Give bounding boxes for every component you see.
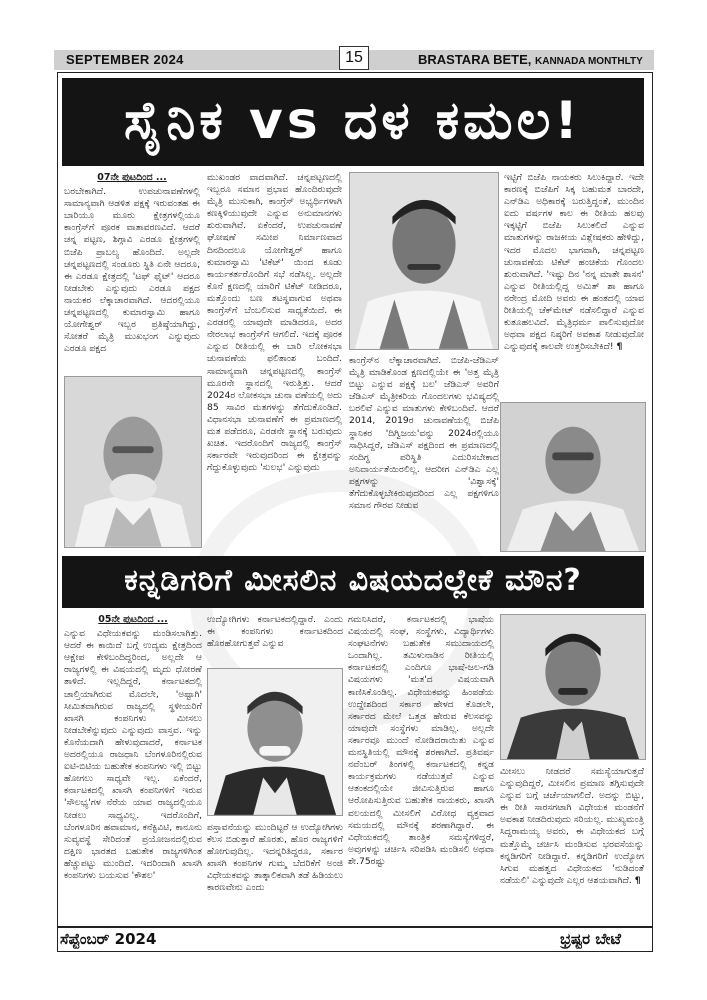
publication-subtitle: KANNADA MONTHLTY	[535, 56, 643, 67]
article2-column-2-top	[207, 614, 343, 666]
article2-column-3	[348, 614, 494, 922]
publication-title: BRASTARA BETE,	[418, 52, 532, 67]
photo-politician-1	[64, 376, 202, 548]
headline-article-1: ಸೈನಿಕ vs ದಳ ಕಮಲ!	[62, 78, 644, 166]
article1-col4-text	[504, 172, 644, 353]
publication-name	[418, 52, 643, 67]
portrait-image	[350, 173, 498, 349]
portrait-image	[501, 615, 645, 759]
article1-col3-text: ಕಾಂಗ್ರೆಸ್‌ನ ಲೆಕ್ಕಾಚಾರವಾಗಿದೆ. ಬಿಜೆಪಿ-ಜೆಡಿಎಸ್ ಮೈತ್ರಿ ಮಾಡಿಕೊಂಡ ಕ್ಷಣದಲ್ಲಿಯೇ ಈ 'ಅತ್ತ ಮೈತ್ರಿ ಬಿಟ್ಟು ಎನ್ನುವ ಪಕ್ಷಕ್ಕೆ ಬಲ' ಜೆಡಿಎಸ್ ಅವರಿಗೆ ಜೆಡಿಎಸ್ ಮೈತ್ರೀಕರಿಯ ಗೊಂದಲಗಳು ಭವಿಷ್ಯದಲ್ಲಿ ಬರಲಿವೆ ಎನ್ನುವ ಮಾತುಗಳು ಕೇಳಿಬಂದಿವೆ. ಆದರೆ 2014, 2019ರ ಚುನಾವಣೆಯಲ್ಲಿ ಬಿಜೆಪಿ ಸ್ಥಾನಿಕರ 'ದಿಗ್ವಿಜಯ'ವನ್ನು 2024ರಲ್ಲಿಯೂ ಸಾಧಿಸಿದ್ದರೆ, ಜೆಡಿಎಸ್ ಪಕ್ಷದಿಂದ ಈ ಪ್ರಮಾಣದಲ್ಲಿ ಸಂದಿಗ್ಧ ಪರಿಸ್ಥಿತಿ ಎದುರಿಸಬೇಕಾದ ಅನಿವಾರ್ಯತೆಯಿರಲಿಲ್ಲ. ಆದರೀಗ ಎನ್‌ಡಿಎ ಎಲ್ಲ ಪಕ್ಷಗಳನ್ನು 'ವಿಶ್ವಾಸಕ್ಕೆ' ತೆಗೆದುಕೊಳ್ಳಬೇಕಿರುವುದರಿಂದ ಎಲ್ಲ ಪಕ್ಷಗಳಿಗೂ ಸಮಾನ ಗೌರವ ನೀಡುವ	[349, 355, 499, 512]
photo-politician-5	[500, 614, 646, 760]
footer-rule	[57, 926, 653, 928]
article1-col4-body: ಇಟ್ಟಿಗೆ ಬಿಜೆಪಿ ನಾಯಕರು ಸಿಲುಕಿದ್ದಾರೆ. ಇದೇ ಕಾರಣಕ್ಕೆ ಬಿಜೆಪಿಗೆ ಸಿಕ್ಕ ಬಹುಮತ ಬಾರದೇ, ಎನ್‌ಡಿಎ ಅಧಿಕಾರಕ್ಕೆ ಬರುತ್ತಿದ್ದಂತೆ, ಮುಂದಿನ ಐದು ವರ್ಷಗಳ ಕಾಲ ಈ ರೀತಿಯ ಹಲವು ಇಕ್ಕಟ್ಟಿಗೆ ಬಿಜೆಪಿ ಸಿಲುಕಲಿದೆ ಎನ್ನುವ ಮಾತುಗಳನ್ನು ರಾಜಕೀಯ ವಿಶ್ಲೇಷಕರು ಹೇಳಿದ್ದು, ಇದರ ಮೊದಲ ಭಾಗವಾಗಿ, ಚನ್ನಪಟ್ಟಣ ಚುನಾವಣೆಯ ಟಿಕೆಟ್ ಹಂಚಿಕೆಯ ಗೊಂದಲ ಶುರುವಾಗಿದೆ. 'ಇಷ್ಟು ದಿನ 'ನನ್ನ ಮಾತೇ ಶಾಸನ' ಎನ್ನುವ ರೀತಿಯಲ್ಲಿದ್ದ ಅಮಿತ್ ಶಾ ಹಾಗೂ ನರೇಂದ್ರ ಮೋದಿ ಅವರು ಈ ಹಂತದಲ್ಲಿ ಯಾವ ರೀತಿಯಲ್ಲಿ ಚೆಕ್‌ಮೇಟ್ ನಡೆಸಲಿದ್ದಾರೆ ಎನ್ನುವ ಕುತೂಹಲವಿದೆ. ಮೈತ್ರಿಧರ್ಮ ಪಾಲಿಸುವುದೋ ಅಥವಾ ಪಕ್ಷದ ನಿಷ್ಠರಿಗೆ ಅವಕಾಶ ನೀಡುವುದೋ ಎನ್ನುವುದಕ್ಕೆ ಕಾಲವೇ ಉತ್ತರಿಸಬೇಕಿದೆ!	[504, 172, 644, 353]
continued-marker: 05ನೇ ಪುಟದಿಂದ ...	[98, 614, 168, 625]
article2-column-1	[64, 614, 202, 920]
photo-politician-4	[207, 668, 343, 816]
article1-column-1	[64, 172, 200, 370]
article1-col2-text: ಮುಖಂಡರ ವಾದವಾಗಿದೆ. ಚನ್ನಪಟ್ಟಣದಲ್ಲಿ ಇಬ್ಬರೂ ಸಮಾನ ಪ್ರಭಾವ ಹೊಂದಿರುವುದೇ ಮೈತ್ರಿ ಮುಸುಕಾಗಿ, ಕಾಂಗ್ರೆಸ್ ಅಭ್ಯರ್ಥಿಗಳಾಗಿ ಕಣಕ್ಕಿಳಿಯುವುದೇ ಎನ್ನುವ ಅನುಮಾನಗಳು ಶುರುವಾಗಿವೆ. ಏಕೆಂದರೆ, ಉಪಚುನಾವಣೆ ಘೋಷಣೆ ಸಮೀಪ ನಿರ್ಮಾಣವಾದ ದಿನದಿಂದಲೂ ಯೋಗೇಶ್ವರ್ ಹಾಗೂ ಕುಮಾರಸ್ವಾಮಿ 'ಟಿಕೆಟ್' ಯಿಂದ ಕೂಡು ಕಾರ್ಯಕರ್ತರೊಂದಿಗೆ ಸಭೆ ನಡೆಸಿಲ್ಲ. ಅಲ್ಲದೇ ಕೊನೆ ಕ್ಷಣದಲ್ಲಿ ಯಾರಿಗೆ ಟಿಕೆಟ್ ನೀಡಿದರೂ, ಮತ್ತೊಂದು ಬಣ ತಟಸ್ಥವಾಗುವ ಅಥವಾ ಕಾಂಗ್ರೆಸ್‌ಗೆ ಬೆಂಬಲಿಸುವ ಸಾಧ್ಯತೆಯಿದೆ. ಈ ಎರಡರಲ್ಲಿ ಯಾವುದೇ ಮಾಡಿದರೂ, ಅದರ ನೇರಲಾಭ ಕಾಂಗ್ರೆಸ್‌ಗೆ ಆಗಲಿದೆ. ಇದಕ್ಕೆ ಪೂರಕ ಎನ್ನುವ ರೀತಿಯಲ್ಲಿ ಈ ಬಾರಿ ಲೋಕಸಭಾ ಚುನಾವಣೆಯ ಫಲಿತಾಂಶ ಬಂದಿದೆ. ಸಾಮಾನ್ಯವಾಗಿ ಚನ್ನಪಟ್ಟಣದಲ್ಲಿ ಕಾಂಗ್ರೆಸ್ ಮೂರನೇ ಸ್ಥಾನದಲ್ಲಿ ಇರುತ್ತಿತ್ತು. ಆದರೆ 2024ರ ಲೋಕಸಭಾ ಚುನಾ ವಣೆಯಲ್ಲಿ ಅದು 85 ಸಾವಿರ ಮತಗಳನ್ನು ತೆಗೆದುಕೊಂಡಿದೆ. ವಿಧಾನಸಭಾ ಚುನಾವಣೆಗೆ ಈ ಪ್ರಮಾಣದಲ್ಲಿ ಮತ ಪಡೆದರೂ, ಎರಡನೇ ಸ್ಥಾನಕ್ಕೆ ಬರುವುದು ಖಚಿತ. ಇದರೊಂದಿಗೆ ರಾಜ್ಯದಲ್ಲಿ ಕಾಂಗ್ರೆಸ್ ಸರ್ಕಾರವೇ ಇರುವುದರಿಂದ ಈ ಕ್ಷೇತ್ರವನ್ನು ಗೆದ್ದುಕೊಳ್ಳುವುದು 'ಸುಲಭ' ಎನ್ನುವುದು	[207, 172, 342, 474]
continued-marker: 07ನೇ ಪುಟದಿಂದ ...	[97, 172, 167, 183]
end-mark: ¶	[634, 874, 641, 886]
article2-col1-text: ಎನ್ನುವ ವಿಧೇಯಕವನ್ನು ಮಂಡಿಸಲಾಗಿತ್ತು. ಆದರೆ ಈ ಕಾಯಿದೆ ಬಗ್ಗೆ ಉದ್ಯಮ ಕ್ಷೇತ್ರದಿಂದ ಆಕ್ಷೇಪ ಕೇಳಿಬಂದಿದ್ದರಿಂದ, ಅಲ್ಲದೇ ಆ ರಾಜ್ಯಗಳಲ್ಲಿ ಈ ವಿಷಯದಲ್ಲಿ ಮೃದು ಧೋರಣೆ ತಾಳಿದೆ. ಇಲ್ಲದಿದ್ದರೆ, ಕರ್ನಾಟಕದಲ್ಲಿ ಚಾಲ್ತಿಯಾಗಿರುವ ಮೊದಲೇ, 'ಅಷ್ಟಾಗಿ' ಸೀಮಿತವಾಗಿರುವ ರಾಜ್ಯದಲ್ಲಿ ಸ್ಥಳೀಯರಿಗೆ ಖಾಸಗಿ ಕಂಪನಿಗಳು ಮೀಸಲು ನೀಡಬೇಕೆನ್ನುವುದು ಎನ್ನುವುದು ವಾಸ್ತವ. ಇನ್ನು ಕೊನೆಯದಾಗಿ ಹೇಳುವುದಾದರೆ, ಕರ್ನಾಟಕ ಅದರಲ್ಲಿಯೂ ರಾಜಧಾನಿ ಬೆಂಗಳೂರಿನಲ್ಲಿರುವ ಐಟಿ-ಬಿಟಿಯ ಬಹುತೇಕ ಕಂಪನಿಗಳು ಇಲ್ಲಿ ಬಿಟ್ಟು ಹೋಗಲು ಸಾಧ್ಯವೇ ಇಲ್ಲ. ಏಕೆಂದರೆ, ಕರ್ನಾಟಕದಲ್ಲಿ ಖಾಸಗಿ ಕಂಪನಿಗಳಿಗೆ ಇರುವ 'ಸೌಲಭ್ಯ'ಗಳ ನೆರೆಯ ಯಾವ ರಾಜ್ಯದಲ್ಲಿಯೂ ನೀಡಲು ಸಾಧ್ಯವಿಲ್ಲ. ಇದರೊಂದಿಗೆ, ಬೆಂಗಳೂರಿನ ಹವಾಮಾನ, ಕನೆಕ್ಟಿವಿಟಿ, ಕಾನೂನು ಸುವ್ಯವಸ್ಥೆ ಸೇರಿದಂತೆ ಪ್ರಯೋಜನದಲ್ಲಿರುವ ದಕ್ಷಿಣ ಭಾರತದ ಬಹುತೇಕ ರಾಜ್ಯಗಳಿಗಿಂತ ಹೆಚ್ಚುಪಟ್ಟು ಮುಂದಿದೆ. ಇದರಿಂದಾಗಿ ಖಾಸಗಿ ಕಂಪನಿಗಳು ಬಯಸುವ 'ಕೌಶಲ'	[64, 628, 202, 881]
footer-publication: ಭ್ರಷ್ಟರ ಬೇಟೆ	[560, 930, 621, 948]
issue-month: SEPTEMBER 2024	[66, 52, 184, 67]
article2-column-4	[500, 766, 644, 924]
photo-politician-2	[349, 172, 499, 350]
portrait-image	[208, 669, 342, 815]
page-number: 15	[339, 46, 369, 70]
article1-column-3	[349, 355, 499, 551]
article2-col3-text: ಗಮನಿಸಿದರೆ, ಕರ್ನಾಟಕದಲ್ಲಿ ಭಾಷೆಯ ವಿಷಯದಲ್ಲಿ ಸಂಘ, ಸಂಸ್ಥೆಗಳು, ವಿದ್ಯಾರ್ಥಿಗಳು ಸಂಘಟನೆಗಳು ಬಹುತೇಕ ಸಮುದಾಯದಲ್ಲಿ ಒಂದಾಗಿಲ್ಲ. ತಮಿಳುನಾಡಿನ ರೀತಿಯಲ್ಲಿ ಕರ್ನಾಟಕದಲ್ಲಿ ಎಂದಿಗೂ ಭಾಷೆ-ಜಲ-ಗಡಿ ವಿಷಯಗಳು 'ಮತ'ದ ವಿಷಯವಾಗಿ ಕಾಣಿಸಿಕೊಂಡಿಲ್ಲ. ವಿಧೇಯಕವನ್ನು ಹಿಂಪಡೆಯ ಉದ್ದೇಶದಿಂದ ಸರ್ಕಾರ ಹೇಳದ ಕೊಡಲೇ, ಸರ್ಕಾರದ ಮೇಲೆ ಒತ್ತಡ ಹೇರುವ ಕೆಲಸವನ್ನು ಯಾವುದೇ ಸಂಸ್ಥೆಗಳು ಮಾಡಿಲ್ಲ. ಅಲ್ಲದೇ ಸರ್ಕಾರವೂ ಮುಂದೆ ನೋಡಿದರಾಯಿತು ಎನ್ನುವ ಮನಸ್ಥಿತಿಯಲ್ಲಿ ಮೌನಕ್ಕೆ ಶರಣಾಗಿದೆ. ಪ್ರತಿವರ್ಷ ನವೆಂಬರ್ ತಿಂಗಳಲ್ಲಿ ಕರ್ನಾಟಕದಲ್ಲಿ ಕನ್ನಡ ಕಾರ್ಯಕ್ರಮಗಳು ನಡೆಯುತ್ತವೆ ಎನ್ನುವ ಆತಂಕದಲ್ಲಿಯೇ ಜೀವಿಸುತ್ತಿರುವ ಹಾಗೂ ಆರೋಪಿಸುತ್ತಿರುವ ಬಹುತೇಕ ನಾಯಕರು, ಖಾಸಗಿ ವಲಯದಲ್ಲಿ ಮೀಸಲಿಗೆ ವಿರೋಧ ವ್ಯಕ್ತವಾದ ಸಮಯದಲ್ಲಿ ಮೌನಕ್ಕೆ ಶರಣಾಗಿದ್ದಾರೆ. ಈ ವಿಧೇಯಕದಲ್ಲಿ ತಾಂತ್ರಿಕ ಸಮಸ್ಯೆಗಳಿದ್ದರೆ, ಅವುಗಳನ್ನು ಚರ್ಚಿಸಿ ಸರಿಪಡಿಸಿ ಮಂಡಿಸಲಿ ಅಥವಾ ಶೇ.75ರಷ್ಟು	[348, 614, 494, 867]
footer-date: ಸೆಪ್ಟೆಂಬರ್ 2024	[60, 930, 157, 948]
article1-column-2	[207, 172, 342, 552]
article2-col4-body: ಮೀಸಲು ನೀಡದರೆ ಸಮಸ್ಯೆಯಾಗುತ್ತದೆ ಎನ್ನುವುದಿದ್ದರೆ, ಮೀಸಲಿನ ಪ್ರಮಾಣ ತಗ್ಗಿಸುವುದೇ ಎನ್ನುವ ಬಗ್ಗೆ ಚರ್ಚೆಯಾಗಲಿದೆ. ಅದನ್ನು ಬಿಟ್ಟು, ಈ ರೀತಿ ಸಾರಸಗಟಾಗಿ ವಿಧೇಯಕ ಮಂಡನೆಗೆ ಅವಕಾಶ ನೀಡದಿರುವುದು ಸರಿಯಲ್ಲ. ಮುಖ್ಯಮಂತ್ರಿ ಸಿದ್ದರಾಮಯ್ಯ ಅವರು, ಈ ವಿಧೇಯಕದ ಬಗ್ಗೆ ಮತ್ತೊಮ್ಮೆ ಚರ್ಚಿಸಿ ಮಂಡಿಸುವ ಭರವಸೆಯನ್ನು ಕನ್ನಡಿಗರಿಗೆ ನೀಡಿದ್ದಾರೆ. ಕನ್ನಡಿಗರಿಗೆ ಉದ್ಯೋಗ ಸಿಗುವ ಮಹತ್ವದ ವಿಧೇಯಕದ 'ನುಡಿದಂತೆ ನಡೆಯಲಿ' ಎನ್ನುವುದೇ ಎಲ್ಲರ ಆಶಯವಾಗಿದೆ.	[500, 766, 644, 886]
photo-politician-3	[500, 402, 646, 552]
end-mark: ¶	[616, 341, 623, 353]
article2-col4-text	[500, 766, 644, 887]
portrait-image	[501, 403, 645, 551]
headline-article-2: ಕನ್ನಡಿಗರಿಗೆ ಮೀಸಲಿನ ವಿಷಯದಲ್ಲೇಕೆ ಮೌನ?	[62, 556, 644, 608]
article2-col2b-text: ಪಸ್ತಾವನೆಯನ್ನು ಮುಂದಿಟ್ಟರೆ ಆ ಉದ್ಯೋಗಿಗಳು ಕೆಲಸ ಬಿಡುತ್ತಾರೆ ಹೊರತು, ಹೊರ ರಾಜ್ಯಗಳಿಗೆ ಹೋಗುವುದಿಲ್ಲ. ಇದನ್ನರಿತಿದ್ದರೂ, ಸರ್ಕಾರ ಖಾಸಗಿ ಕಂಪನಿಗಳ ಗುಮ್ಮ ಬೆದರಿಕೆಗೆ ಅಂಜಿ ವಿಧೇಯಕವನ್ನು ತಾತ್ಕಾಲಿಕವಾಗಿ ತಡೆ ಹಿಡಿಯಲು ಕಾರಣವೇನು ಎಂದು	[207, 822, 343, 894]
portrait-image	[65, 377, 201, 547]
article2-column-2-bottom	[207, 822, 343, 922]
article1-column-4	[504, 172, 644, 398]
article1-col1-text: ಬರಬೇಕಾಗಿದೆ. ಉಪಚುನಾವಣೆಗಳಲ್ಲಿ ಸಾಮಾನ್ಯವಾಗಿ ಆಡಳಿತ ಪಕ್ಷಕ್ಕೆ ಇರುವಂತಹ ಈ ಬಾರಿಯೂ ಮೂರು ಕ್ಷೇತ್ರಗಳಲ್ಲಿಯೂ ಕಾಂಗ್ರೆಸ್‌ಗೆ ಪೂರಕ ವಾತಾವರಣವಿದೆ. ಆದರೆ ಚನ್ನ ಪಟ್ಟಣ, ಶಿಗ್ಗಾವಿ ಎರಡೂ ಕ್ಷೇತ್ರಗಳಲ್ಲಿ ಬಿಜೆಪಿ ಪ್ರಾಬಲ್ಯ ಹೊಂದಿದೆ. ಅಲ್ಲದೇ ಚನ್ನಪಟ್ಟಣದಲ್ಲಿ ಸಂಡೂರು ಸ್ಥಿತಿ ಏನೇ ಆದರೂ, ಈ ಎರಡೂ ಕ್ಷೇತ್ರದಲ್ಲಿ 'ಟಫ್ ಫೈಟ್' ಆದರೂ ನೀಡಬೇಕು ಎನ್ನುವುದು ಎರಡೂ ಪಕ್ಷದ ನಾಯಕರ ಲೆಕ್ಕಾಚಾರವಾಗಿದೆ. ಆದರಲ್ಲಿಯೂ ಚನ್ನಪಟ್ಟಣದಲ್ಲಿ ಕುಮಾರಸ್ವಾಮಿ ಹಾಗೂ ಯೋಗೇಶ್ವರ್ ಇಬ್ಬರ ಪ್ರತಿಷ್ಠೆಯಾಗಿದ್ದು, ಸೋತರೆ ಮೈತ್ರಿ ಮುಖಭಂಗ ಎನ್ನುವುದು ಎರಡೂ ಪಕ್ಷದ	[64, 186, 200, 355]
article2-col2a-text: ಉದ್ಯೋಗಿಗಳು ಕರ್ನಾಟಕದಲ್ಲಿದ್ದಾರೆ. ಎಂದು ಈ ಕಂಪನಿಗಳು ಕರ್ನಾಟಕದಿಂದ ಹೊರಹೋಗುತ್ತವೆ ಎನ್ನುವ	[207, 614, 343, 650]
